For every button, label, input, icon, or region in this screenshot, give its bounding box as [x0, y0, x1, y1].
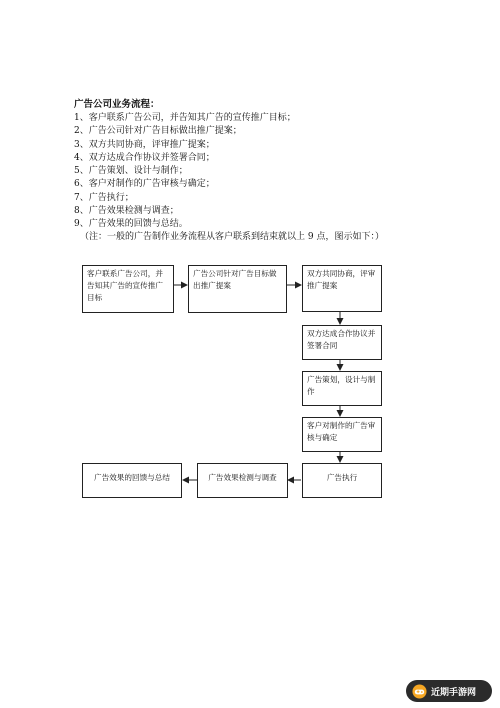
flow-box-design: 广告策划，设计与制作 [302, 371, 382, 406]
watermark-text: 近期手游网 [431, 687, 477, 698]
document-heading: 广告公司业务流程： [74, 99, 160, 110]
site-watermark [406, 680, 492, 702]
flow-box-client-contact: 客户联系广告公司，并告知其广告的宣传推广目标 [82, 265, 174, 313]
process-step-5: 5、广告策划、设计与制作； [74, 166, 188, 177]
flow-box-measurement: 广告效果检测与调查 [197, 463, 288, 498]
process-step-3: 3、双方共同协商，评审推广提案； [74, 139, 215, 150]
flow-box-contract: 双方达成合作协议并签署合同 [302, 325, 382, 360]
flow-note: （注：一般的广告制作业务流程从客户联系到结束就以上 9 点，图示如下：） [80, 232, 384, 242]
process-step-2: 2、广告公司针对广告目标做出推广提案； [74, 126, 242, 137]
process-step-4: 4、双方达成合作协议并签署合同； [74, 152, 215, 163]
flow-box-proposal: 广告公司针对广告目标做出推广提案 [188, 265, 287, 313]
gamepad-logo-icon [412, 684, 427, 699]
process-step-7: 7、广告执行； [74, 192, 134, 203]
process-step-1: 1、客户联系广告公司，并告知其广告的宣传推广目标； [74, 113, 296, 123]
process-step-8: 8、广告效果检测与调查； [74, 206, 179, 217]
flow-box-approval: 客户对制作的广告审核与确定 [302, 417, 382, 452]
flow-box-execution: 广告执行 [302, 463, 382, 498]
flow-box-feedback: 广告效果的回馈与总结 [82, 463, 182, 498]
process-step-9: 9、广告效果的回馈与总结。 [74, 219, 188, 230]
flow-box-review: 双方共同协商，评审推广提案 [302, 265, 382, 312]
process-step-6: 6、客户对制作的广告审核与确定； [74, 179, 215, 190]
